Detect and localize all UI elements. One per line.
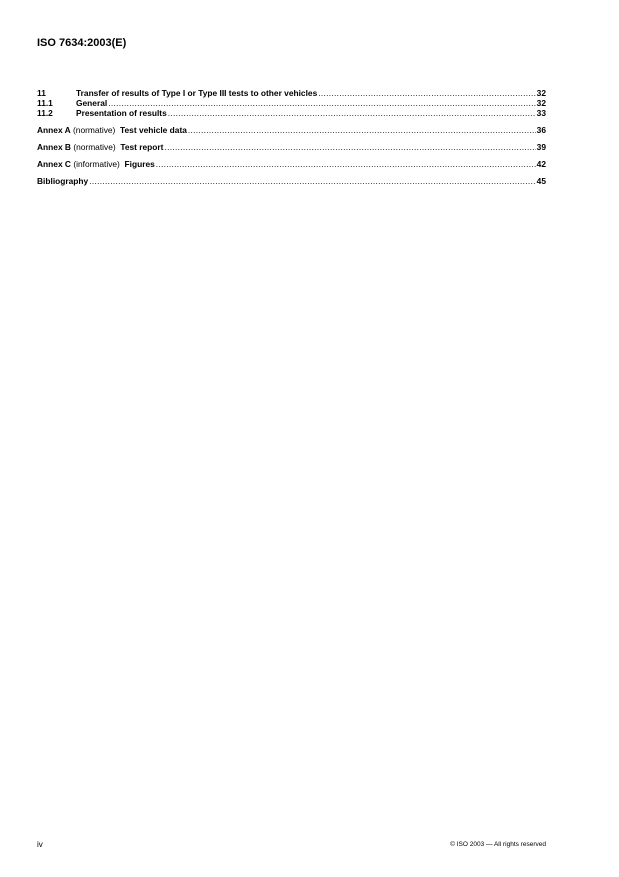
annex-label: Annex C (37, 159, 71, 169)
toc-entry[interactable] (37, 125, 546, 135)
toc-page: 32 (536, 98, 546, 108)
annex-note: (normative) (73, 142, 116, 152)
toc-number: 11.2 (37, 108, 53, 118)
toc-title: General (76, 98, 108, 108)
footer-copyright: © ISO 2003 — All rights reserved (450, 841, 546, 848)
toc-number: 11.1 (37, 98, 53, 108)
toc-page: 39 (536, 142, 546, 152)
toc-entry[interactable] (37, 142, 546, 152)
toc-page: 45 (536, 176, 546, 186)
toc-entry[interactable] (37, 98, 546, 108)
toc-entry[interactable] (37, 159, 546, 169)
footer-page-number: iv (37, 840, 43, 849)
annex-label: Annex B (37, 142, 71, 152)
toc-leader (108, 98, 535, 108)
toc-entry[interactable] (37, 88, 546, 98)
annex-note: (informative) (73, 159, 120, 169)
annex-label: Annex A (37, 125, 71, 135)
toc-title: Bibliography (37, 176, 89, 186)
toc-title: Transfer of results of Type I or Type III tests to other vehicles (76, 88, 318, 98)
toc-entry[interactable] (37, 108, 546, 118)
toc-title: Figures (124, 159, 155, 169)
toc-leader (164, 142, 535, 152)
toc-title: Test vehicle data (120, 125, 187, 135)
toc-leader (188, 125, 536, 135)
document-header: ISO 7634:2003(E) (37, 37, 127, 49)
toc-leader (318, 88, 535, 98)
toc-leader (156, 159, 536, 169)
table-of-contents (37, 88, 546, 186)
annex-note: (normative) (73, 125, 116, 135)
toc-leader (89, 176, 535, 186)
toc-leader (168, 108, 536, 118)
toc-page: 33 (536, 108, 546, 118)
toc-page: 32 (536, 88, 546, 98)
toc-page: 42 (536, 159, 546, 169)
toc-number: 11 (37, 88, 46, 98)
toc-title: Presentation of results (76, 108, 167, 118)
toc-entry[interactable] (37, 176, 546, 186)
toc-page: 36 (536, 125, 546, 135)
toc-title: Test report (120, 142, 164, 152)
